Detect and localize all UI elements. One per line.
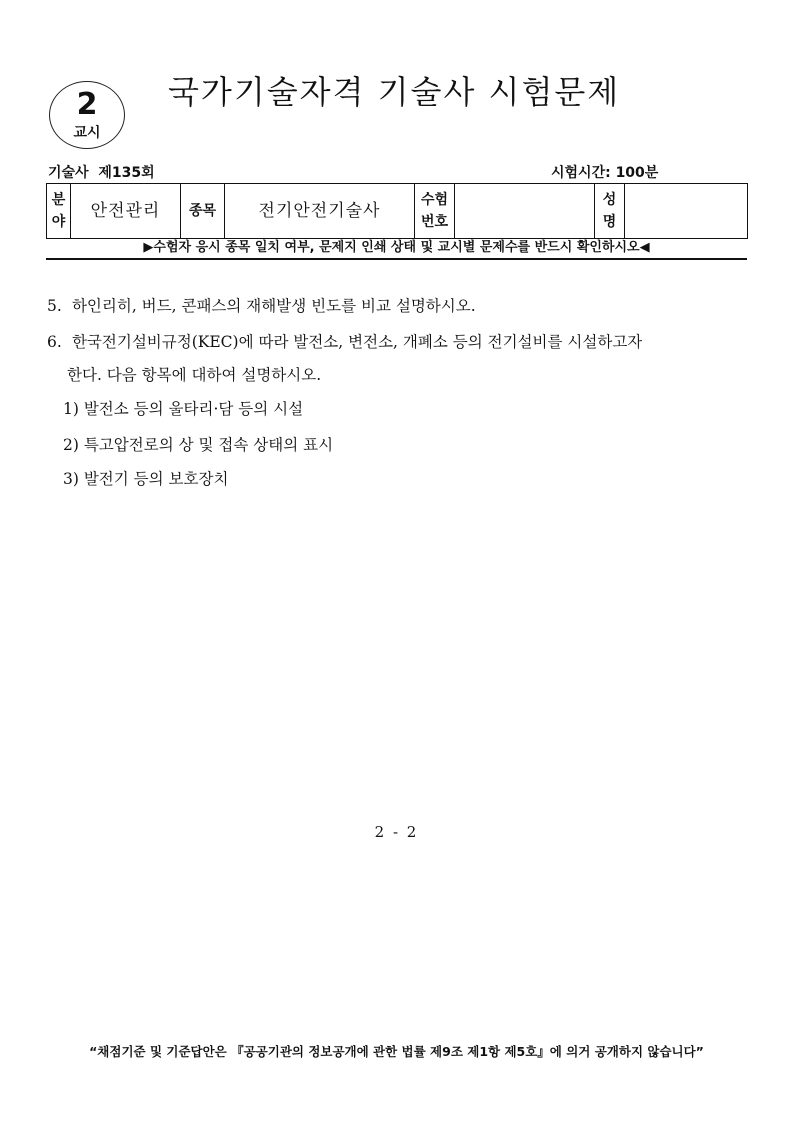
name-field[interactable] <box>625 184 748 239</box>
question-number: 6. <box>47 333 62 351</box>
field-value: 안전관리 <box>71 184 181 239</box>
subitem-3: 3) 발전기 등의 보호장치 <box>63 470 229 488</box>
page-title: 국가기술자격 기술사 시험문제 <box>168 73 621 111</box>
exam-time: 시험시간: 100분 <box>551 165 659 181</box>
field-label: 분 야 <box>47 184 71 239</box>
exam-number-label: 수험 번호 <box>415 184 455 239</box>
question-text: 한국전기설비규정(KEC)에 따라 발전소, 변전소, 개폐소 등의 전기설비를 시설하고자 <box>71 333 643 351</box>
notice-text: ▶수험자 응시 종목 일치 여부, 문제지 인쇄 상태 및 교시별 문제수를 반드시 확인하시오◀ <box>143 240 650 255</box>
question-number: 5. <box>47 297 62 315</box>
header-divider <box>46 258 747 260</box>
category-label: 종목 <box>181 184 225 239</box>
question-text: 하인리히, 버드, 콘패스의 재해발생 빈도를 비교 설명하시오. <box>71 297 476 315</box>
page-number: 2 - 2 <box>374 823 419 841</box>
exam-number-field[interactable] <box>455 184 595 239</box>
exam-header-table <box>46 183 748 239</box>
period-number: 2 <box>76 87 98 122</box>
period-badge <box>49 81 125 149</box>
subitem-1: 1) 발전소 등의 울타리·담 등의 시설 <box>63 400 304 418</box>
exam-session: 기술사 제135회 <box>48 165 155 181</box>
name-label: 성 명 <box>595 184 625 239</box>
question-6-continuation: 한다. 다음 항목에 대하여 설명하시오. <box>67 366 322 384</box>
period-label: 교시 <box>73 125 101 141</box>
category-value: 전기안전기술사 <box>225 184 415 239</box>
subitem-2: 2) 특고압전로의 상 및 접속 상태의 표시 <box>63 436 334 454</box>
question-6 <box>47 332 642 352</box>
footer-disclaimer: “채점기준 및 기준답안은 『공공기관의 정보공개에 관한 법률 제9조 제1항 제5호』에 의거 공개하지 않습니다” <box>89 1044 704 1059</box>
question-5 <box>47 296 476 316</box>
